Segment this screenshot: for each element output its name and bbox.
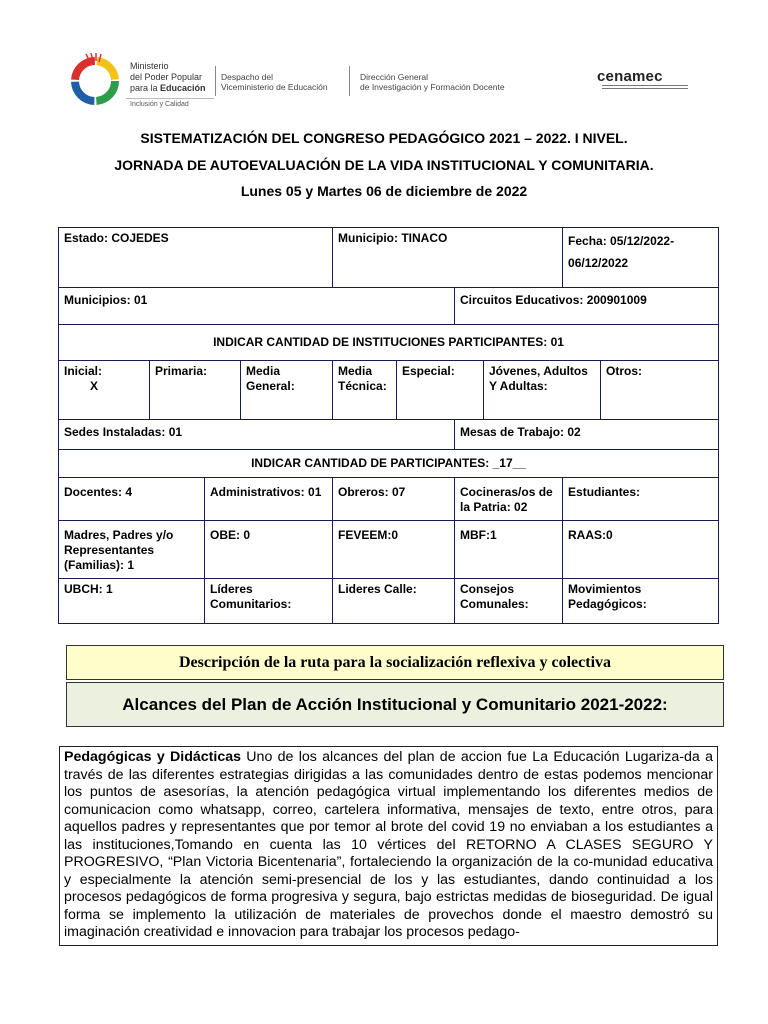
fecha-line-1: Fecha: 05/12/2022- xyxy=(568,234,675,248)
mbf-cell: MBF:1 xyxy=(455,521,563,579)
participantes-header: INDICAR CANTIDAD DE PARTICIPANTES: _17__ xyxy=(59,450,719,478)
body-lead: Pedagógicas y Didácticas xyxy=(64,749,241,765)
fecha-line-2: 06/12/2022 xyxy=(568,256,629,270)
municipio-cell: Municipio: TINACO xyxy=(333,228,563,288)
title-line-2: JORNADA DE AUTOEVALUACIÓN DE LA VIDA INSTITUCIONAL Y COMUNITARIA. xyxy=(114,157,654,173)
participation-table xyxy=(58,227,719,624)
description-title: Descripción de la ruta para la socialización reflexiva y colectiva xyxy=(66,645,724,680)
ministry-line-3-bold: Educación xyxy=(160,83,206,93)
especial-cell: Especial: xyxy=(397,361,484,420)
ministry-line-2: del Poder Popular xyxy=(130,72,203,82)
despacho-line-1: Despacho del xyxy=(221,72,273,82)
administrativos-cell: Administrativos: 01 xyxy=(205,478,333,521)
primaria-cell: Primaria: xyxy=(150,361,241,420)
title-line-1: SISTEMATIZACIÓN DEL CONGRESO PEDAGÓGICO 2021 – 2022. I NIVEL. xyxy=(140,130,628,146)
instituciones-header: INDICAR CANTIDAD DE INSTITUCIONES PARTICIPANTES: 01 xyxy=(59,325,719,361)
direccion-line-1: Dirección General xyxy=(360,72,429,82)
header-separator xyxy=(215,66,216,96)
media-tecnica-cell: Media Técnica: xyxy=(333,361,397,420)
circuitos-cell: Circuitos Educativos: 200901009 xyxy=(455,288,719,325)
direccion-line-2: de Investigación y Formación Docente xyxy=(360,82,505,92)
ministry-header xyxy=(62,44,520,110)
mesas-cell: Mesas de Trabajo: 02 xyxy=(455,420,719,450)
lideres-comunitarios-cell: Líderes Comunitarios: xyxy=(205,579,333,624)
jovenes-cell: Jóvenes, Adultos Y Adultas: xyxy=(484,361,601,420)
estado-cell: Estado: COJEDES xyxy=(59,228,333,288)
ministry-line-1: Ministerio xyxy=(130,61,169,71)
feveem-cell: FEVEEM:0 xyxy=(333,521,455,579)
madres-cell: Madres, Padres y/o Representantes (Familias): 1 xyxy=(59,521,205,579)
fecha-cell xyxy=(563,228,719,288)
obe-cell: OBE: 0 xyxy=(205,521,333,579)
inicial-cell xyxy=(59,361,150,420)
inicial-label: Inicial: xyxy=(64,364,103,378)
cocineras-cell: Cocineras/os de la Patria: 02 xyxy=(455,478,563,521)
municipios-cell: Municipios: 01 xyxy=(59,288,455,325)
ministry-logo-icon xyxy=(68,52,122,106)
direccion-text xyxy=(360,72,505,92)
despacho-line-2: Viceministerio de Educación xyxy=(221,82,328,92)
lideres-calle-cell: Lideres Calle: xyxy=(333,579,455,624)
body-paragraph xyxy=(59,746,718,946)
cenamec-logo: cenamec xyxy=(597,68,663,85)
ministry-tagline: Inclusión y Calidad xyxy=(130,101,189,108)
otros-cell: Otros: xyxy=(601,361,719,420)
estudiantes-cell: Estudiantes: xyxy=(563,478,719,521)
raas-cell: RAAS:0 xyxy=(563,521,719,579)
ubch-cell: UBCH: 1 xyxy=(59,579,205,624)
media-general-cell: Media General: xyxy=(241,361,333,420)
title-line-3: Lunes 05 y Martes 06 de diciembre de 2022 xyxy=(240,183,528,199)
ministry-line-3 xyxy=(130,83,206,94)
consejos-cell: Consejos Comunales: xyxy=(455,579,563,624)
ministry-line-3-prefix: para la xyxy=(130,83,161,93)
movimientos-cell: Movimientos Pedagógicos: xyxy=(563,579,719,624)
alcances-title: Alcances del Plan de Acción Institucional y Comunitario 2021-2022: xyxy=(66,682,724,727)
sedes-cell: Sedes Instaladas: 01 xyxy=(59,420,455,450)
ministry-name xyxy=(130,61,206,94)
obreros-cell: Obreros: 07 xyxy=(333,478,455,521)
cenamec-subtitle-lines xyxy=(602,85,688,90)
tagline-divider xyxy=(126,98,214,99)
despacho-text xyxy=(221,72,328,92)
header-separator xyxy=(349,66,350,96)
inicial-value: X xyxy=(90,379,99,393)
docentes-cell: Docentes: 4 xyxy=(59,478,205,521)
body-text: Uno de los alcances del plan de accion fue La Educación Lugariza-da a través de las diferentes estrategias dirigidas a las comunidades dentro de estas podemos mencionar los puntos de asesorías, la atención pedagógica virtual implementando los diferentes medios de comunicacion como whatsapp, correo, cartelera informativa, mensajes de texto, entre otros, para aquellos padres y representantes que por temor al brote del covid 19 no enviaban a los estudiantes a las instituciones,Tomando en cuenta las 10 vértices del RETORNO A CLASES SEGURO Y PROGRESIVO, “Plan Victoria Bicentenaria”, fortaleciendo la organización de la co-munidad educativa y especialmente la atención semi-presencial de los y las estudiantes, dando continuidad a los procesos pedagógicos de forma progresiva y segura, bajo estrictas medidas de bioseguridad. De igual forma se implemento la utilización de materiales de provechos donde el maestro demostró su imaginación creatividad e innovacion para trabajar los procesos pedago- xyxy=(64,749,713,940)
